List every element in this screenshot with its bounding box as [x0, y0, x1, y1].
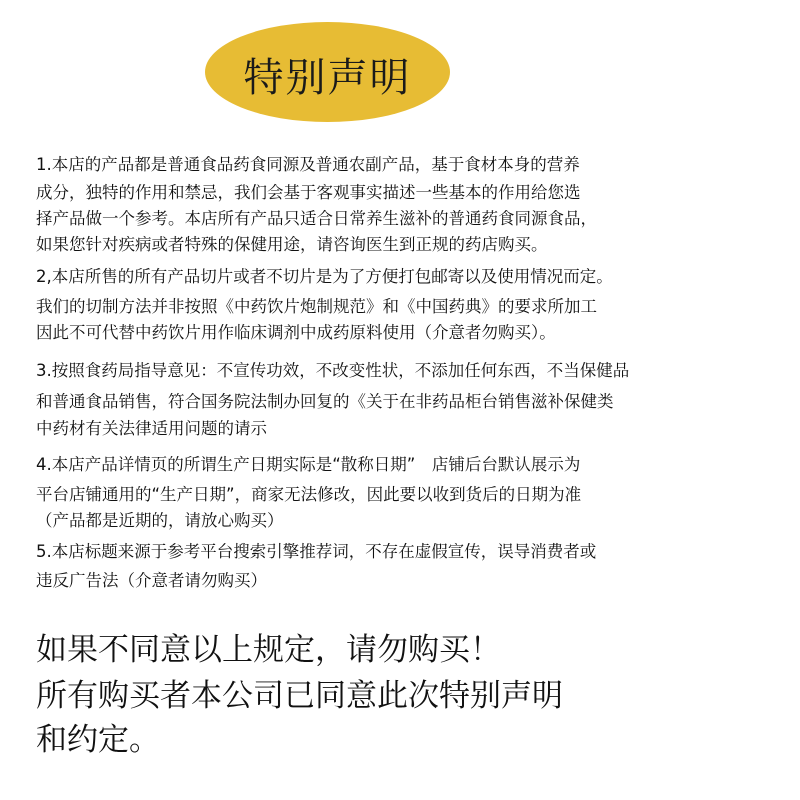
clause-line: 因此不可代替中药饮片用作临床调剂中成药原料使用（介意者勿购买）。	[36, 323, 556, 342]
clause-line: 我们的切制方法并非按照《中药饮片炮制规范》和《中国药典》的要求所加工	[36, 297, 597, 316]
clause-line: 5.本店标题来源于参考平台搜索引擎推荐词，不存在虚假宣传，误导消费者或	[36, 542, 597, 561]
clause-line: 择产品做一个参考。本店所有产品只适合日常养生滋补的普通药食同源食品，	[36, 209, 597, 228]
clause-line: 如果您针对疾病或者特殊的保健用途，请咨询医生到正规的药店购买。	[36, 235, 548, 254]
clause-line: 违反广告法（介意者请勿购买）	[36, 571, 267, 590]
clause-line: 成分，独特的作用和禁忌，我们会基于客观事实描述一些基本的作用给您选	[36, 183, 581, 202]
clause-line: 和普通食品销售，符合国务院法制办回复的《关于在非药品柜台销售滋补保健类	[36, 392, 614, 411]
closing-line: 和约定。	[36, 722, 160, 758]
clause-line: 平台店铺通用的“生产日期”，商家无法修改，因此要以收到货后的日期为准	[36, 485, 582, 504]
clause-line: （产品都是近期的，请放心购买）	[36, 511, 284, 530]
clause-line: 2,本店所售的所有产品切片或者不切片是为了方便打包邮寄以及使用情况而定。	[36, 267, 613, 286]
closing-line: 所有购买者本公司已同意此次特别声明	[36, 678, 563, 714]
closing-line: 如果不同意以上规定，请勿购买！	[36, 632, 501, 668]
notice-title: 特别声明	[243, 54, 412, 101]
clause-line: 3.按照食药局指导意见：不宣传功效，不改变性状，不添加任何东西，不当保健品	[36, 361, 630, 380]
clause-line: 4.本店产品详情页的所谓生产日期实际是“散称日期” 店铺后台默认展示为	[36, 455, 581, 474]
clause-line: 1.本店的产品都是普通食品药食同源及普通农副产品，基于食材本身的营养	[36, 155, 580, 174]
title-badge	[205, 22, 450, 122]
clause-line: 中药材有关法律适用问题的请示	[36, 419, 267, 438]
